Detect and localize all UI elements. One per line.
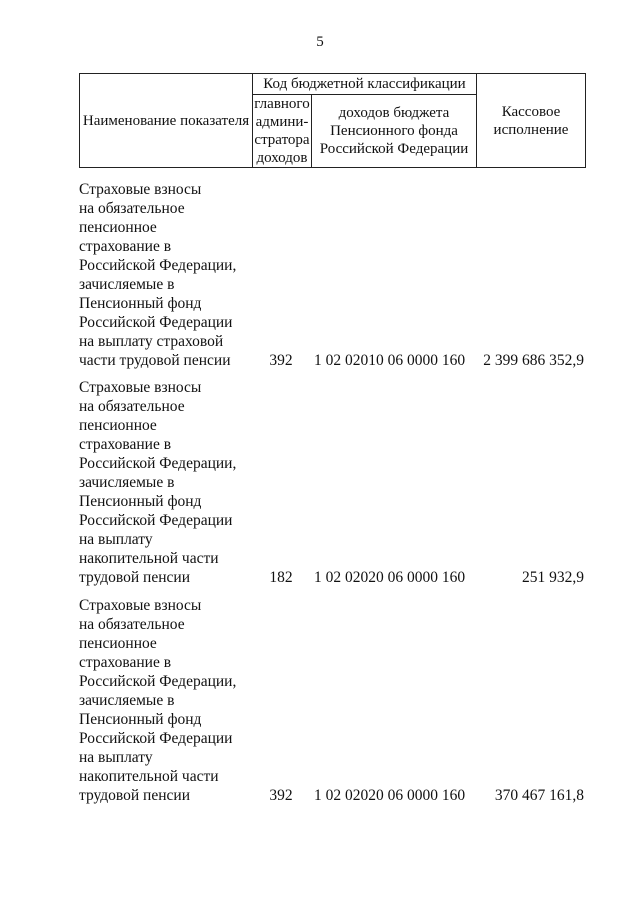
- row-admin-code: 392: [269, 352, 293, 369]
- row-admin-code: 392: [269, 787, 293, 804]
- table-header: [79, 73, 586, 168]
- table-row: [0, 180, 640, 378]
- page-number: 5: [316, 34, 324, 50]
- row-income-code: 1 02 02010 06 0000 160: [314, 352, 466, 369]
- row-amount: 370 467 161,8: [494, 787, 584, 804]
- header-admin: главного админи-стратора доходов: [254, 96, 310, 166]
- table-row: [0, 596, 640, 814]
- header-code-group: Код бюджетной классификации: [253, 74, 477, 95]
- table-row: [0, 378, 640, 596]
- row-income-code: 1 02 02020 06 0000 160: [314, 569, 466, 586]
- header-execution-cell: [477, 74, 586, 168]
- row-name: Страховые взносы на обязательное пенсионное страхование в Российской Федерации, зачисляемые в Пенсионный фонд Российской Федерации на выплату накопительной части трудовой пенсии: [79, 379, 237, 586]
- header-name-cell: [80, 74, 253, 168]
- row-name: Страховые взносы на обязательное пенсионное страхование в Российской Федерации, зачисляемые в Пенсионный фонд Российской Федерации на выплату страховой части трудовой пенсии: [79, 181, 237, 369]
- header-income: доходов бюджета Пенсионного фонда Российской Федерации: [312, 95, 477, 168]
- table-body: [0, 180, 640, 814]
- row-amount: 251 932,9: [522, 569, 584, 586]
- header-name: Наименование показателя: [82, 112, 250, 129]
- row-name: Страховые взносы на обязательное пенсионное страхование в Российской Федерации, зачисляемые в Пенсионный фонд Российской Федерации на выплату накопительной части трудовой пенсии: [79, 597, 237, 804]
- row-amount: 2 399 686 352,9: [483, 352, 584, 369]
- header-execution: Кассовое исполнение: [493, 103, 569, 138]
- row-income-code: 1 02 02020 06 0000 160: [314, 787, 466, 804]
- row-admin-code: 182: [269, 569, 293, 586]
